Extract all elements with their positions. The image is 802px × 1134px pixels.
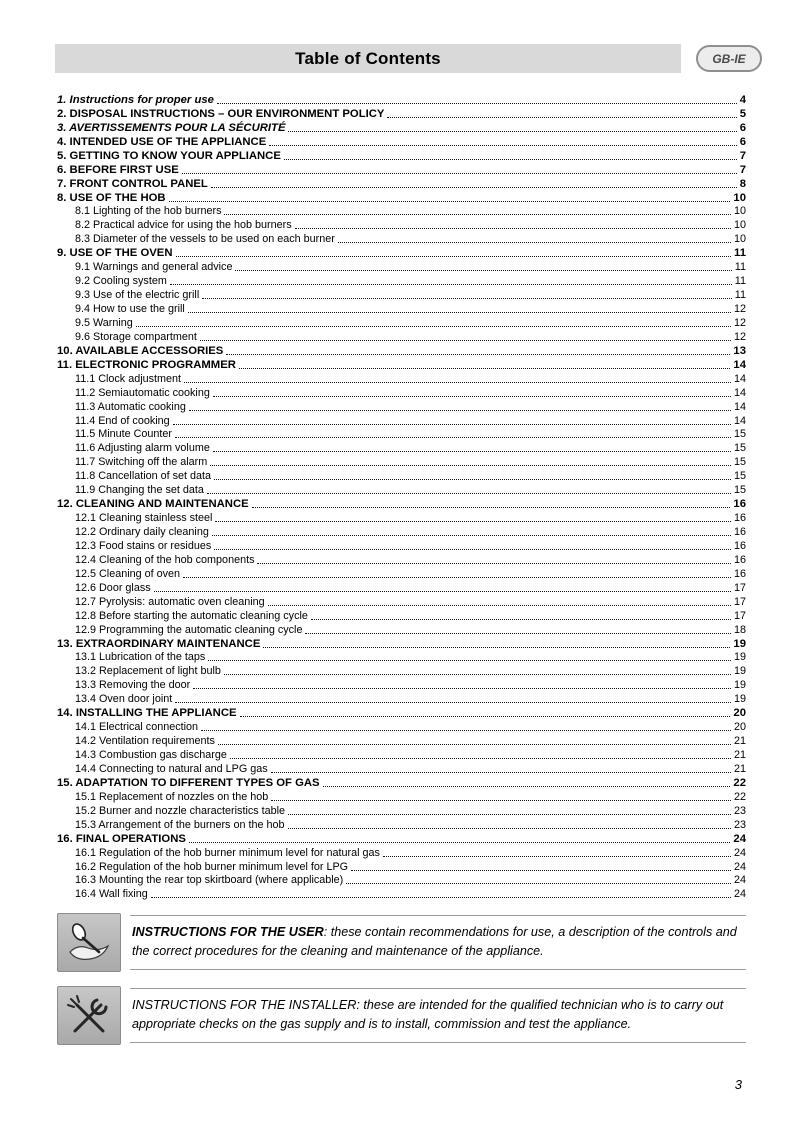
toc-entry — [57, 176, 746, 190]
toc-entry-page: 21 — [733, 749, 746, 761]
toc-entry-page: 11 — [734, 247, 746, 260]
toc-subentry — [57, 287, 746, 301]
dot-leader — [305, 633, 731, 634]
dot-leader — [211, 187, 737, 188]
toc-subentry — [57, 329, 746, 343]
dot-leader — [170, 284, 732, 285]
toc-subentry — [57, 859, 746, 873]
toc-entry-label: 15.2 Burner and nozzle characteristics table — [75, 804, 286, 817]
toc-subentry — [57, 468, 746, 482]
toc-entry-page: 5 — [739, 107, 746, 120]
toc-entry — [57, 245, 746, 259]
toc-entry-page: 19 — [733, 651, 746, 664]
dot-leader — [213, 396, 731, 397]
toc-subentry — [57, 663, 746, 677]
toc-entry-page: 17 — [733, 581, 746, 594]
toc-entry-label: 11.3 Automatic cooking — [75, 400, 186, 413]
toc-entry-label: 11.7 Switching off the alarm — [75, 456, 208, 469]
toc-subentry — [57, 217, 746, 231]
toc-entry-label: 16. FINAL OPERATIONS — [57, 832, 186, 845]
toc-subentry — [57, 622, 746, 636]
dot-leader — [154, 591, 731, 592]
toc-entry-label: 14.2 Ventilation requirements — [75, 735, 215, 748]
toc-entry-label: 13.2 Replacement of light bulb — [75, 665, 221, 678]
toc-subentry — [57, 677, 746, 691]
dot-leader — [230, 758, 731, 759]
toc-subentry — [57, 580, 746, 594]
toc-entry — [57, 343, 746, 357]
dot-leader — [136, 326, 731, 327]
toc-entry-page: 4 — [739, 93, 746, 106]
toc-entry-label: 15.3 Arrangement of the burners on the hob — [75, 818, 285, 831]
user-instructions-lead: INSTRUCTIONS FOR THE USER — [132, 925, 324, 940]
toc-entry-page: 13 — [733, 344, 746, 357]
dot-leader — [184, 382, 731, 383]
toc-entry-label: 12.4 Cleaning of the hob components — [75, 553, 255, 566]
dot-leader — [252, 507, 731, 508]
toc-entry-label: 9.6 Storage compartment — [75, 330, 197, 343]
toc-entry-page: 14 — [733, 358, 746, 371]
toc-entry-label: 16.4 Wall fixing — [75, 888, 148, 901]
toc-entry-page: 17 — [733, 595, 746, 608]
dot-leader — [288, 131, 736, 132]
toc-entry-label: 11.6 Adjusting alarm volume — [75, 442, 210, 455]
toc-entry-label: 9.1 Warnings and general advice — [75, 261, 233, 274]
toc-entry-page: 7 — [739, 149, 746, 162]
toc-subentry — [57, 301, 746, 315]
toc-entry-page: 10 — [733, 191, 746, 204]
toc-subentry — [57, 817, 746, 831]
toc-entry-label: 12.7 Pyrolysis: automatic oven cleaning — [75, 595, 265, 608]
dot-leader — [263, 647, 730, 648]
toc-subentry — [57, 259, 746, 273]
toc-entry-page: 24 — [733, 888, 746, 901]
toc-subentry — [57, 803, 746, 817]
dot-leader — [338, 242, 731, 243]
toc-subentry — [57, 204, 746, 218]
toc-subentry — [57, 761, 746, 775]
dot-leader — [151, 897, 731, 898]
toc-entry — [57, 496, 746, 510]
toc-entry-page: 23 — [733, 818, 746, 831]
toc-entry-label: 12.2 Ordinary daily cleaning — [75, 526, 209, 538]
toc-entry-label: 16.1 Regulation of the hob burner minimum level for natural gas — [75, 846, 380, 859]
dot-leader — [182, 173, 737, 174]
toc-entry-page: 22 — [733, 790, 746, 803]
toc-entry-label: 11.1 Clock adjustment — [75, 372, 182, 385]
toc-subentry — [57, 691, 746, 705]
toc-entry-page: 16 — [733, 553, 746, 566]
toc-entry-page: 14 — [733, 372, 746, 385]
page-title-bar — [55, 44, 681, 73]
toc-entry-page: 15 — [733, 442, 746, 455]
toc-entry — [57, 636, 746, 650]
toc-entry-label: 16.2 Regulation of the hob burner minimum level for LPG — [75, 860, 349, 873]
toc-entry-page: 10 — [733, 219, 746, 232]
toc-entry-label: 11.5 Minute Counter — [75, 428, 173, 441]
toc-entry-label: 9.4 How to use the grill — [75, 303, 185, 315]
toc-entry-page: 23 — [733, 804, 746, 817]
toc-entry — [57, 92, 746, 106]
dot-leader — [189, 842, 731, 843]
toc-entry-label: 12.8 Before starting the automatic cleaning cycle — [75, 609, 308, 622]
dot-leader — [224, 214, 731, 215]
dot-leader — [210, 465, 731, 466]
toc-entry-page: 20 — [733, 707, 746, 720]
dot-leader — [207, 493, 731, 494]
toc-entry-page: 6 — [739, 135, 746, 148]
dot-leader — [208, 660, 731, 661]
toc-entry-label: 12.5 Cleaning of oven — [75, 567, 181, 580]
installer-instructions-text — [130, 988, 746, 1043]
dot-leader — [176, 256, 732, 257]
dot-leader — [288, 828, 731, 829]
dot-leader — [257, 563, 731, 564]
dot-leader — [351, 870, 731, 871]
toc-entry-label: 16.3 Mounting the rear top skirtboard (where applicable) — [75, 874, 344, 887]
toc-entry — [57, 162, 746, 176]
toc-entry-page: 6 — [739, 121, 746, 134]
toc-entry-page: 14 — [733, 386, 746, 399]
toc-subentry — [57, 273, 746, 287]
toc-entry-page: 24 — [733, 860, 746, 873]
language-badge-label: GB-IE — [712, 51, 746, 66]
toc-entry-page: 16 — [733, 512, 746, 525]
toc-entry — [57, 106, 746, 120]
toc-subentry — [57, 482, 746, 496]
dot-leader — [226, 354, 730, 355]
installer-instructions-body: : these are intended for the qualified technician who is to carry out appropriate checks on the gas supply and is to install, commission and test the appliance. — [132, 998, 724, 1031]
toc-subentry — [57, 454, 746, 468]
toc-subentry — [57, 608, 746, 622]
toc-entry-label: 5. GETTING TO KNOW YOUR APPLIANCE — [57, 149, 281, 162]
toc-entry-page: 11 — [734, 261, 746, 274]
page-number: 3 — [734, 1077, 742, 1092]
toc-subentry — [57, 552, 746, 566]
dot-leader — [295, 228, 731, 229]
toc-entry-label: 11.9 Changing the set data — [75, 484, 204, 497]
cutlery-sketch-icon — [57, 913, 121, 972]
dot-leader — [224, 674, 731, 675]
toc-entry-page: 10 — [733, 205, 746, 218]
toc-entry-page: 11 — [734, 275, 746, 288]
toc-entry-page: 7 — [739, 163, 746, 176]
toc-subentry — [57, 594, 746, 608]
toc-entry-label: 7. FRONT CONTROL PANEL — [57, 177, 208, 190]
toc-entry-label: 12. CLEANING AND MAINTENANCE — [57, 498, 249, 511]
toc-entry-label: 12.3 Food stains or residues — [75, 539, 212, 552]
toc-subentry — [57, 845, 746, 859]
toc-entry — [57, 134, 746, 148]
toc-entry-page: 24 — [733, 846, 746, 859]
dot-leader — [202, 298, 732, 299]
toc-entry-label: 12.1 Cleaning stainless steel — [75, 512, 213, 525]
toc-entry-label: 4. INTENDED USE OF THE APPLIANCE — [57, 135, 267, 148]
tools-sketch-icon — [57, 986, 121, 1045]
installer-instructions-lead: INSTRUCTIONS FOR THE INSTALLER — [132, 998, 357, 1013]
toc-entry-page: 19 — [733, 693, 746, 706]
dot-leader — [284, 159, 737, 160]
toc-entry-label: 9.2 Cooling system — [75, 275, 167, 288]
toc-entry-page: 16 — [733, 567, 746, 580]
dot-leader — [269, 145, 736, 146]
toc-entry — [57, 705, 746, 719]
toc-entry — [57, 831, 746, 845]
toc-subentry — [57, 371, 746, 385]
dot-leader — [189, 410, 731, 411]
toc-entry-page: 18 — [733, 623, 746, 636]
toc-subentry — [57, 733, 746, 747]
dot-leader — [271, 772, 731, 773]
toc-entry-label: 13. EXTRAORDINARY MAINTENANCE — [57, 637, 261, 650]
toc-subentry — [57, 510, 746, 524]
toc-entry-page: 12 — [733, 316, 746, 329]
toc-entry-label: 2. DISPOSAL INSTRUCTIONS – OUR ENVIRONMENT POLICY — [57, 107, 385, 120]
toc-entry-page: 20 — [733, 721, 746, 734]
language-badge — [696, 45, 762, 72]
toc-subentry — [57, 413, 746, 427]
dot-leader — [268, 605, 731, 606]
dot-leader — [383, 856, 731, 857]
toc-entry-label: 11. ELECTRONIC PROGRAMMER — [57, 358, 236, 371]
toc-subentry — [57, 524, 746, 538]
toc-entry-page: 15 — [733, 428, 746, 441]
dot-leader — [214, 549, 731, 550]
dot-leader — [288, 814, 731, 815]
dot-leader — [193, 688, 731, 689]
toc-entry-page: 16 — [733, 498, 746, 511]
toc-subentry — [57, 747, 746, 761]
toc-list — [57, 92, 746, 900]
toc-entry-page: 8 — [739, 177, 746, 190]
installer-instructions-note — [57, 986, 746, 1045]
toc-entry-label: 11.4 End of cooking — [75, 414, 170, 427]
toc-entry-label: 9.3 Use of the electric grill — [75, 289, 200, 302]
toc-entry-label: 14.3 Combustion gas discharge — [75, 749, 227, 761]
toc-entry-label: 8. USE OF THE HOB — [57, 191, 166, 204]
dot-leader — [346, 883, 731, 884]
toc-entry-page: 16 — [733, 526, 746, 538]
toc-entry-label: 14.4 Connecting to natural and LPG gas — [75, 762, 268, 775]
toc-entry-label: 9.5 Warning — [75, 316, 133, 329]
user-instructions-note — [57, 913, 746, 972]
toc-entry-page: 22 — [733, 776, 746, 789]
page-title: Table of Contents — [295, 48, 441, 68]
toc-entry — [57, 148, 746, 162]
toc-subentry — [57, 440, 746, 454]
toc-entry-label: 11.2 Semiautomatic cooking — [75, 386, 210, 399]
header — [55, 44, 762, 73]
toc-subentry — [57, 886, 746, 900]
toc-entry-page: 17 — [733, 609, 746, 622]
user-instructions-body: : these contain recommendations for use, a description of the controls and the correct procedures for the cleaning and maintenance of the appliance. — [132, 925, 737, 958]
dot-leader — [217, 103, 737, 104]
toc-entry — [57, 775, 746, 789]
toc-entry-page: 12 — [733, 303, 746, 315]
toc-subentry — [57, 231, 746, 245]
toc-entry-label: 12.6 Door glass — [75, 581, 151, 594]
toc-subentry — [57, 650, 746, 664]
dot-leader — [323, 786, 731, 787]
dot-leader — [215, 521, 731, 522]
toc-entry-label: 1. Instructions for proper use — [57, 93, 214, 106]
toc-entry — [57, 357, 746, 371]
toc-entry-page: 19 — [733, 637, 746, 650]
dot-leader — [212, 535, 731, 536]
dot-leader — [214, 479, 731, 480]
toc-entry-page: 12 — [733, 330, 746, 343]
dot-leader — [271, 800, 731, 801]
toc-entry-page: 16 — [733, 539, 746, 552]
toc-entry-page: 14 — [733, 400, 746, 413]
toc-subentry — [57, 538, 746, 552]
toc-entry-label: 6. BEFORE FIRST USE — [57, 163, 179, 176]
dot-leader — [173, 424, 731, 425]
dot-leader — [169, 201, 731, 202]
dot-leader — [200, 340, 731, 341]
dot-leader — [175, 702, 731, 703]
toc-entry-label: 11.8 Cancellation of set data — [75, 470, 212, 483]
toc-subentry — [57, 427, 746, 441]
toc-subentry — [57, 566, 746, 580]
toc-entry-label: 14.1 Electrical connection — [75, 721, 199, 734]
dot-leader — [175, 437, 731, 438]
toc-entry-page: 15 — [733, 456, 746, 469]
toc-entry — [57, 190, 746, 204]
toc-entry-page: 24 — [733, 874, 746, 887]
toc-entry-page: 19 — [733, 665, 746, 678]
toc-entry-label: 14. INSTALLING THE APPLIANCE — [57, 707, 237, 720]
toc-entry-page: 21 — [733, 762, 746, 775]
toc-entry-label: 15. ADAPTATION TO DIFFERENT TYPES OF GAS — [57, 776, 320, 789]
toc-subentry — [57, 315, 746, 329]
toc-entry-page: 15 — [733, 484, 746, 497]
dot-leader — [218, 744, 731, 745]
toc-entry-label: 8.2 Practical advice for using the hob burners — [75, 219, 292, 232]
toc-entry-page: 24 — [733, 832, 746, 845]
dot-leader — [213, 451, 731, 452]
toc-entry-page: 10 — [733, 233, 746, 246]
toc-entry — [57, 120, 746, 134]
toc-entry-label: 3. AVERTISSEMENTS POUR LA SÉCURITÉ — [57, 121, 286, 134]
dot-leader — [311, 619, 731, 620]
toc-subentry — [57, 789, 746, 803]
toc-entry-label: 9. USE OF THE OVEN — [57, 247, 173, 260]
dot-leader — [201, 730, 731, 731]
toc-entry-label: 10. AVAILABLE ACCESSORIES — [57, 344, 224, 357]
toc-entry-page: 11 — [734, 289, 746, 302]
toc-subentry — [57, 399, 746, 413]
dot-leader — [239, 368, 731, 369]
toc-entry-page: 15 — [733, 470, 746, 483]
dot-leader — [235, 270, 731, 271]
toc-entry-label: 13.4 Oven door joint — [75, 693, 173, 706]
toc-entry-page: 21 — [733, 735, 746, 748]
toc-subentry — [57, 873, 746, 887]
user-instructions-text — [130, 915, 746, 970]
toc-subentry — [57, 385, 746, 399]
dot-leader — [188, 312, 731, 313]
dot-leader — [387, 117, 736, 118]
toc-entry-label: 13.3 Removing the door — [75, 679, 191, 692]
toc-entry-label: 15.1 Replacement of nozzles on the hob — [75, 790, 269, 803]
dot-leader — [183, 577, 731, 578]
toc-entry-label: 8.1 Lighting of the hob burners — [75, 205, 222, 218]
toc-entry-page: 14 — [733, 414, 746, 427]
toc-entry-page: 19 — [733, 679, 746, 692]
toc-entry-label: 12.9 Programming the automatic cleaning cycle — [75, 623, 303, 636]
toc-entry-label: 8.3 Diameter of the vessels to be used on each burner — [75, 233, 335, 246]
toc-subentry — [57, 719, 746, 733]
dot-leader — [240, 716, 731, 717]
toc-entry-label: 13.1 Lubrication of the taps — [75, 651, 206, 664]
